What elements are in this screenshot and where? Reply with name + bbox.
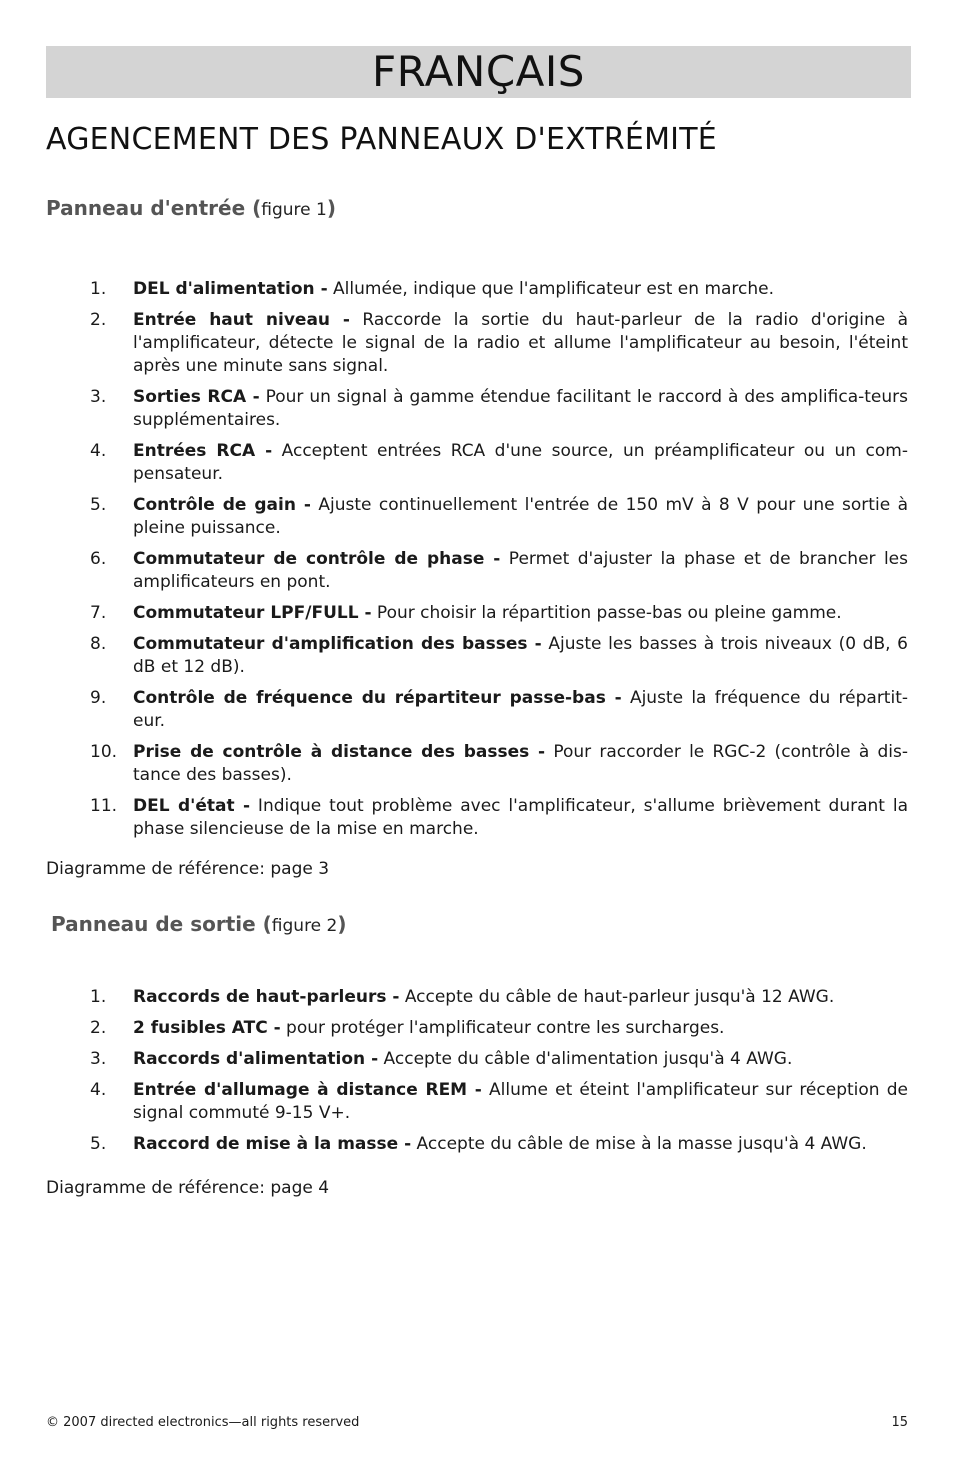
list-item-description: Accepte du câble d'alimentation jusqu'à 4 AWG.: [378, 1049, 793, 1069]
list-item-description: Pour raccorder le RGC-2 (contrôle à dis-tance des basses).: [133, 742, 908, 785]
output-panel-reference: Diagramme de référence: page 4: [46, 1178, 330, 1198]
copyright-notice: © 2007 directed electronics—all rights reserved: [46, 1415, 360, 1430]
output-panel-list: [46, 986, 908, 1164]
list-item: [46, 1133, 908, 1156]
input-panel-reference: Diagramme de référence: page 3: [46, 859, 330, 879]
list-item-description: Accepte du câble de mise à la masse jusqu'à 4 AWG.: [411, 1134, 867, 1154]
list-item: [46, 795, 908, 841]
list-item-term: DEL d'alimentation -: [133, 279, 328, 299]
list-item-term: Raccords d'alimentation -: [133, 1049, 379, 1069]
list-item-number: 3.: [90, 1049, 107, 1069]
list-item: [46, 741, 908, 787]
list-item-term: Contrôle de gain -: [133, 495, 311, 515]
list-item: [46, 1017, 908, 1040]
list-item-description: Raccorde la sortie du haut-parleur de la radio d'origine à l'amplificateur, détecte le signal de la radio et allume l'amplificateur au besoin, l'éteint après une minute sans signal.: [133, 310, 908, 376]
list-item-number: 10.: [90, 742, 118, 762]
list-item: [46, 278, 908, 301]
output-panel-figure-ref: figure 2: [271, 916, 338, 936]
page-number: 15: [891, 1415, 908, 1430]
list-item-term: Contrôle de fréquence du répartiteur passe-bas -: [133, 688, 622, 708]
list-item-description: Pour un signal à gamme étendue facilitant le raccord à des amplifica-teurs supplémentaires.: [133, 387, 908, 430]
list-item-number: 9.: [90, 688, 107, 708]
list-item-number: 8.: [90, 634, 107, 654]
list-item-term: Commutateur de contrôle de phase -: [133, 549, 501, 569]
list-item-description: Allumée, indique que l'amplificateur est en marche.: [327, 279, 775, 299]
list-item-term: Commutateur d'amplification des basses -: [133, 634, 542, 654]
list-item: [46, 309, 908, 378]
list-item-term: Entrées RCA -: [133, 441, 273, 461]
list-item-number: 2.: [90, 310, 107, 330]
section-title: AGENCEMENT DES PANNEAUX D'EXTRÉMITÉ: [46, 122, 717, 157]
list-item-description: Ajuste les basses à trois niveaux (0 dB, 6 dB et 12 dB).: [133, 634, 908, 677]
list-item: [46, 1079, 908, 1125]
list-item: [46, 494, 908, 540]
list-item-description: pour protéger l'amplificateur contre les surcharges.: [280, 1018, 725, 1038]
list-item-description: Indique tout problème avec l'amplificateur, s'allume brièvement durant la phase silencieuse de la mise en marche.: [133, 796, 909, 839]
list-item-term: Entrée haut niveau -: [133, 310, 350, 330]
output-panel-heading-text: Panneau de sortie: [51, 912, 256, 936]
list-item-term: 2 fusibles ATC -: [133, 1018, 281, 1038]
list-item: [46, 1048, 908, 1071]
list-item-number: 6.: [90, 549, 107, 569]
list-item-description: Pour choisir la répartition passe-bas ou pleine gamme.: [371, 603, 842, 623]
list-item-term: Raccord de mise à la masse -: [133, 1134, 412, 1154]
list-item-description: Acceptent entrées RCA d'une source, un préamplificateur ou un com-pensateur.: [133, 441, 908, 484]
list-item: [46, 386, 908, 432]
page-banner-title: FRANÇAIS: [46, 46, 911, 98]
list-item-description: Allume et éteint l'amplificateur sur réception de signal commuté 9-15 V+.: [133, 1080, 908, 1123]
list-item-description: Ajuste la fréquence du répartit-eur.: [133, 688, 908, 731]
list-item-number: 3.: [90, 387, 107, 407]
input-panel-list: [46, 278, 908, 849]
list-item-term: Prise de contrôle à distance des basses -: [133, 742, 546, 762]
list-item-term: Sorties RCA -: [133, 387, 260, 407]
list-item-term: DEL d'état -: [133, 796, 251, 816]
list-item-number: 4.: [90, 1080, 107, 1100]
list-item: [46, 687, 908, 733]
list-item-number: 11.: [90, 796, 118, 816]
list-item-description: Ajuste continuellement l'entrée de 150 mV à 8 V pour une sortie à pleine puissance.: [133, 495, 908, 538]
list-item-number: 5.: [90, 1134, 107, 1154]
list-item-number: 1.: [90, 279, 107, 299]
input-panel-figure-ref: figure 1: [261, 200, 327, 220]
list-item-number: 5.: [90, 495, 107, 515]
page-footer: [46, 1414, 908, 1432]
input-panel-heading: Panneau d'entrée (figure 1): [46, 196, 336, 220]
list-item-term: Raccords de haut-parleurs -: [133, 987, 400, 1007]
list-item-number: 4.: [90, 441, 107, 461]
list-item: [46, 440, 908, 486]
list-item: [46, 633, 908, 679]
list-item: [46, 602, 908, 625]
list-item: [46, 548, 908, 594]
list-item-description: Permet d'ajuster la phase et de brancher les amplificateurs en pont.: [133, 549, 908, 592]
list-item-number: 7.: [90, 603, 107, 623]
output-panel-heading: Panneau de sortie (figure 2): [51, 912, 347, 936]
list-item-number: 1.: [90, 987, 107, 1007]
list-item-number: 2.: [90, 1018, 107, 1038]
list-item: [46, 986, 908, 1009]
list-item-term: Commutateur LPF/FULL -: [133, 603, 372, 623]
list-item-description: Accepte du câble de haut-parleur jusqu'à 12 AWG.: [399, 987, 835, 1007]
list-item-term: Entrée d'allumage à distance REM -: [133, 1080, 482, 1100]
input-panel-heading-text: Panneau d'entrée: [46, 196, 246, 220]
